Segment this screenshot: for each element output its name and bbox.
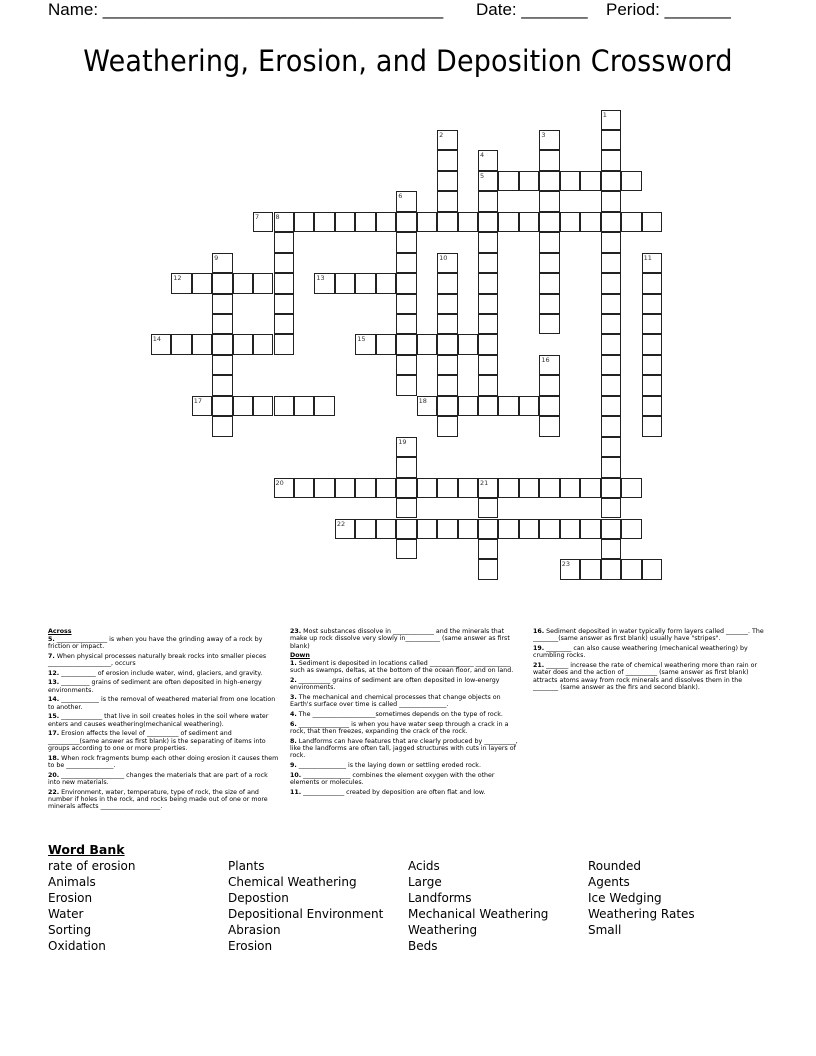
grid-cell[interactable] (478, 498, 498, 518)
grid-cell[interactable] (437, 273, 457, 293)
grid-cell[interactable] (396, 539, 416, 559)
grid-cell[interactable] (539, 212, 559, 232)
grid-cell[interactable] (171, 273, 191, 293)
grid-cell[interactable] (437, 253, 457, 273)
grid-cell[interactable] (601, 110, 621, 130)
grid-cell[interactable] (601, 416, 621, 436)
grid-cell[interactable] (355, 334, 375, 354)
grid-cell[interactable] (601, 437, 621, 457)
grid-cell[interactable] (580, 171, 600, 191)
grid-cell[interactable] (396, 375, 416, 395)
clue-number: 11 (643, 253, 652, 262)
grid-cell[interactable] (601, 375, 621, 395)
grid-cell[interactable] (355, 519, 375, 539)
grid-cell[interactable] (621, 519, 641, 539)
grid-cell[interactable] (601, 519, 621, 539)
clues-column-3 (533, 628, 767, 694)
grid-cell[interactable] (212, 334, 232, 354)
grid-cell[interactable] (437, 130, 457, 150)
grid-cell[interactable] (478, 334, 498, 354)
grid-cell[interactable] (478, 212, 498, 232)
grid-cell[interactable] (396, 498, 416, 518)
grid-cell[interactable] (539, 253, 559, 273)
grid-cell[interactable] (642, 355, 662, 375)
grid-cell[interactable] (580, 212, 600, 232)
clue-number: 16 (541, 355, 550, 364)
grid-cell[interactable] (233, 396, 253, 416)
word-bank-column-2 (228, 858, 408, 954)
grid-cell[interactable] (437, 171, 457, 191)
word-bank-item: Weathering Rates (588, 907, 695, 921)
grid-cell[interactable] (417, 396, 437, 416)
grid-cell[interactable] (601, 396, 621, 416)
clue-down-16: 16. Sediment deposited in water typically form layers called _______. The ________(same answer as first blank) usually have "stripes". (533, 628, 764, 643)
clue-down-19: 19. ________ can also cause weathering (mechanical weathering) by crumbling rocks. (533, 644, 748, 660)
clue-across-23: 23. Most substances dissolve in _____________ and the minerals that make up rock dissolve very slowly in___________ (same answer as first blank) (290, 628, 510, 650)
grid-cell[interactable] (580, 519, 600, 539)
clue-across-22: 22. Environment, water, temperature, type of rock, the size of and number if holes in the rock, and rocks being made out of one or more minerals affects ___________________. (48, 788, 268, 811)
word-bank-item: Beds (408, 939, 438, 953)
word-bank-title: Word Bank (48, 842, 125, 857)
grid-cell[interactable] (621, 559, 641, 579)
clue-across-12: 12. ___________ of erosion include water, wind, glaciers, and gravity. (48, 669, 263, 677)
name-field[interactable]: Name: ____________________________________ (48, 0, 444, 19)
grid-cell[interactable] (396, 457, 416, 477)
grid-cell[interactable] (478, 273, 498, 293)
grid-cell[interactable] (274, 314, 294, 334)
grid-cell[interactable] (642, 212, 662, 232)
grid-cell[interactable] (519, 478, 539, 498)
grid-cell[interactable] (621, 212, 641, 232)
grid-cell[interactable] (417, 212, 437, 232)
grid-cell[interactable] (478, 314, 498, 334)
word-bank-column-4 (588, 858, 768, 954)
grid-cell[interactable] (539, 355, 559, 375)
grid-cell[interactable] (437, 294, 457, 314)
grid-cell[interactable] (601, 130, 621, 150)
grid-cell[interactable] (396, 437, 416, 457)
clue-down-11: 11. _____________ created by deposition are often flat and low. (290, 788, 486, 796)
grid-cell[interactable] (601, 498, 621, 518)
grid-cell[interactable] (396, 478, 416, 498)
grid-cell[interactable] (478, 253, 498, 273)
clue-down-21: 21. _______ increase the rate of chemical weathering more than rain or water does and the action of __________ (same answer as first blank) attracts atoms away from rock minerals and dissolves them in the ________ (same answer as the firs and second blank). (533, 661, 758, 691)
grid-cell[interactable] (437, 519, 457, 539)
word-bank-item: Weathering (408, 923, 478, 937)
grid-cell[interactable] (253, 212, 273, 232)
grid-cell[interactable] (498, 478, 518, 498)
word-bank-item: Large (408, 875, 442, 889)
grid-cell[interactable] (601, 150, 621, 170)
grid-cell[interactable] (621, 478, 641, 498)
grid-cell[interactable] (212, 396, 232, 416)
grid-cell[interactable] (192, 334, 212, 354)
clue-down-8: 8. Landforms can have features that are clearly produced by __________, like the landforms are often tall, jagged structures with cuts in layers of rock. (290, 737, 518, 760)
grid-cell[interactable] (642, 273, 662, 293)
grid-cell[interactable] (539, 150, 559, 170)
word-bank-item: Acids (408, 859, 440, 873)
word-bank-column-1 (48, 858, 228, 954)
grid-cell[interactable] (437, 150, 457, 170)
grid-cell[interactable] (601, 355, 621, 375)
grid-cell[interactable] (396, 253, 416, 273)
grid-cell[interactable] (355, 273, 375, 293)
grid-cell[interactable] (560, 519, 580, 539)
grid-cell[interactable] (478, 191, 498, 211)
grid-cell[interactable] (560, 478, 580, 498)
grid-cell[interactable] (396, 314, 416, 334)
clue-number: 5 (480, 171, 485, 180)
clue-number: 12 (173, 274, 182, 283)
grid-cell[interactable] (539, 478, 559, 498)
grid-cell[interactable] (478, 559, 498, 579)
word-bank-item: Agents (588, 875, 630, 889)
clue-number: 13 (316, 274, 325, 283)
word-bank-item: Animals (48, 875, 96, 889)
clue-down-4: 4. The ____________________sometimes depends on the type of rock. (290, 711, 503, 719)
word-bank-item: Mechanical Weathering (408, 907, 549, 921)
grid-cell[interactable] (458, 212, 478, 232)
grid-cell[interactable] (539, 232, 559, 252)
grid-cell[interactable] (274, 478, 294, 498)
grid-cell[interactable] (294, 478, 314, 498)
clue-number: 22 (336, 519, 346, 528)
grid-cell[interactable] (212, 294, 232, 314)
grid-cell[interactable] (539, 171, 559, 191)
grid-cell[interactable] (212, 416, 232, 436)
word-bank-item: Depositional Environment (228, 907, 384, 921)
grid-cell[interactable] (274, 396, 294, 416)
down-heading: Down (290, 652, 310, 660)
grid-cell[interactable] (601, 294, 621, 314)
clues-column-1 (48, 628, 280, 813)
grid-cell[interactable] (437, 478, 457, 498)
grid-cell[interactable] (396, 232, 416, 252)
grid-cell[interactable] (601, 273, 621, 293)
grid-cell[interactable] (417, 478, 437, 498)
grid-cell[interactable] (417, 334, 437, 354)
clue-number: 21 (480, 478, 489, 487)
grid-cell[interactable] (335, 478, 355, 498)
grid-cell[interactable] (274, 294, 294, 314)
grid-cell[interactable] (580, 559, 600, 579)
grid-cell[interactable] (274, 273, 294, 293)
grid-cell[interactable] (335, 273, 355, 293)
word-bank-item: Water (48, 907, 84, 921)
word-bank-item: Depostion (228, 891, 289, 905)
grid-cell[interactable] (539, 396, 559, 416)
page-title: Weathering, Erosion, and Deposition Crossword (83, 44, 733, 78)
grid-cell[interactable] (519, 171, 539, 191)
grid-cell[interactable] (498, 519, 518, 539)
grid-cell[interactable] (212, 375, 232, 395)
grid-cell[interactable] (601, 171, 621, 191)
grid-cell[interactable] (376, 334, 396, 354)
clue-number: 10 (439, 253, 448, 262)
grid-cell[interactable] (396, 334, 416, 354)
grid-cell[interactable] (642, 396, 662, 416)
grid-cell[interactable] (539, 416, 559, 436)
clue-number: 19 (398, 437, 407, 446)
grid-cell[interactable] (314, 273, 334, 293)
word-bank-item: Sorting (48, 923, 92, 937)
grid-cell[interactable] (396, 212, 416, 232)
word-bank-item: Plants (228, 859, 265, 873)
grid-cell[interactable] (192, 273, 212, 293)
grid-cell[interactable] (642, 559, 662, 579)
grid-cell[interactable] (355, 212, 375, 232)
grid-cell[interactable] (376, 273, 396, 293)
grid-cell[interactable] (253, 334, 273, 354)
grid-cell[interactable] (437, 334, 457, 354)
grid-cell[interactable] (253, 273, 273, 293)
grid-cell[interactable] (294, 396, 314, 416)
clue-number: 20 (275, 478, 284, 487)
clue-across-18: 18. When rock fragments bump each other doing erosion it causes them to be _______________. (48, 754, 279, 769)
grid-cell[interactable] (376, 212, 396, 232)
across-heading: Across (48, 628, 72, 635)
grid-cell[interactable] (396, 191, 416, 211)
grid-cell[interactable] (642, 314, 662, 334)
grid-cell[interactable] (642, 253, 662, 273)
grid-cell[interactable] (498, 212, 518, 232)
grid-cell[interactable] (437, 375, 457, 395)
word-bank-item: Erosion (48, 891, 93, 905)
grid-cell[interactable] (560, 559, 580, 579)
word-bank-item: Landforms (408, 891, 472, 905)
grid-cell[interactable] (376, 519, 396, 539)
clue-number: 23 (561, 560, 571, 569)
clue-across-17: 17. Erosion affects the level of __________ of sediment and __________(same answer as first blank) is the separating of items into groups according to one or more properties. (48, 730, 266, 752)
clue-number: 3 (541, 130, 546, 139)
grid-cell[interactable] (335, 212, 355, 232)
grid-cell[interactable] (601, 539, 621, 559)
grid-cell[interactable] (355, 478, 375, 498)
grid-cell[interactable] (601, 212, 621, 232)
clue-down-3: 3. The mechanical and chemical processes that change objects on Earth's surface over time is called _______________. (290, 694, 501, 709)
grid-cell[interactable] (478, 519, 498, 539)
grid-cell[interactable] (601, 334, 621, 354)
clue-down-10: 10. _______________ combines the element oxygen with the other elements or molecules. (290, 771, 495, 786)
word-bank-item: Abrasion (228, 923, 281, 937)
grid-cell[interactable] (314, 212, 334, 232)
grid-cell[interactable] (601, 478, 621, 498)
grid-cell[interactable] (519, 519, 539, 539)
grid-cell[interactable] (151, 334, 171, 354)
grid-cell[interactable] (212, 253, 232, 273)
grid-cell[interactable] (621, 171, 641, 191)
clue-down-1: 1. Sediment is deposited in locations called ______________ ___________ such as swamps, deltas, at the bottom of the ocean floor, and on land. (290, 660, 514, 675)
clue-number: 4 (480, 151, 485, 160)
grid-cell[interactable] (642, 294, 662, 314)
grid-cell[interactable] (437, 396, 457, 416)
grid-cell[interactable] (478, 232, 498, 252)
clue-across-14: 14. ____________ is the removal of weathered material from one location to another. (48, 696, 276, 711)
grid-cell[interactable] (539, 314, 559, 334)
grid-cell[interactable] (314, 478, 334, 498)
clue-down-6: 6. ________________ is when you have water seep through a crack in a rock, that then freezes, expanding the crack of the rock. (290, 720, 509, 736)
grid-cell[interactable] (274, 212, 294, 232)
clue-across-5: 5. ________________ is when you have the grinding away of a rock by friction or impact. (48, 635, 263, 651)
clue-across-20: 20. ____________________ changes the materials that are part of a rock into new materials. (48, 771, 268, 786)
grid-cell[interactable] (560, 171, 580, 191)
word-bank-item: Chemical Weathering (228, 875, 357, 889)
grid-cell[interactable] (539, 519, 559, 539)
clue-number: 14 (152, 335, 162, 344)
grid-cell[interactable] (478, 171, 498, 191)
grid-cell[interactable] (478, 478, 498, 498)
word-bank-column-3 (408, 858, 588, 954)
clue-number: 15 (357, 335, 366, 344)
grid-cell[interactable] (478, 396, 498, 416)
grid-cell[interactable] (642, 334, 662, 354)
grid-cell[interactable] (396, 519, 416, 539)
word-bank-item: rate of erosion (48, 859, 136, 873)
grid-cell[interactable] (253, 396, 273, 416)
word-bank-item: Small (588, 923, 622, 937)
grid-cell[interactable] (233, 273, 253, 293)
grid-cell[interactable] (212, 355, 232, 375)
grid-cell[interactable] (519, 212, 539, 232)
grid-cell[interactable] (458, 478, 478, 498)
grid-cell[interactable] (314, 396, 334, 416)
grid-cell[interactable] (478, 150, 498, 170)
grid-cell[interactable] (560, 212, 580, 232)
grid-cell[interactable] (519, 396, 539, 416)
clue-number: 1 (602, 110, 607, 119)
clue-number: 2 (439, 130, 444, 139)
clue-across-15: 15. _____________ that live in soil creates holes in the soil where water enters and causes weathering(mechanical weathering). (48, 713, 269, 728)
grid-cell[interactable] (478, 294, 498, 314)
word-bank-item: Ice Wedging (588, 891, 662, 905)
clue-number: 8 (275, 212, 280, 221)
grid-cell[interactable] (539, 191, 559, 211)
grid-cell[interactable] (437, 355, 457, 375)
grid-cell[interactable] (335, 519, 355, 539)
grid-cell[interactable] (437, 416, 457, 436)
grid-cell[interactable] (601, 457, 621, 477)
grid-cell[interactable] (233, 334, 253, 354)
grid-cell[interactable] (539, 130, 559, 150)
clue-number: 18 (418, 396, 427, 405)
grid-cell[interactable] (212, 314, 232, 334)
grid-cell[interactable] (498, 396, 518, 416)
grid-cell[interactable] (539, 375, 559, 395)
grid-cell[interactable] (192, 396, 212, 416)
clues-column-2 (290, 628, 522, 798)
grid-cell[interactable] (171, 334, 191, 354)
clue-number: 9 (214, 253, 219, 262)
period-field[interactable]: Period: _______ (606, 0, 731, 19)
grid-cell[interactable] (580, 478, 600, 498)
grid-cell[interactable] (437, 314, 457, 334)
clue-across-7: 7. When physical processes naturally break rocks into smaller pieces ____________________, occurs (48, 652, 267, 668)
clue-down-2: 2. __________ grains of sediment are often deposited in low-energy environments. (290, 677, 500, 692)
grid-cell[interactable] (274, 232, 294, 252)
grid-cell[interactable] (478, 375, 498, 395)
grid-cell[interactable] (601, 191, 621, 211)
grid-cell[interactable] (396, 355, 416, 375)
grid-cell[interactable] (396, 273, 416, 293)
grid-cell[interactable] (498, 171, 518, 191)
grid-cell[interactable] (274, 253, 294, 273)
grid-cell[interactable] (601, 559, 621, 579)
grid-cell[interactable] (212, 273, 232, 293)
date-field[interactable]: Date: _______ (476, 0, 588, 19)
clue-number: 7 (255, 212, 260, 221)
grid-cell[interactable] (274, 334, 294, 354)
grid-cell[interactable] (539, 273, 559, 293)
grid-cell[interactable] (458, 519, 478, 539)
grid-cell[interactable] (458, 396, 478, 416)
word-bank-item: Erosion (228, 939, 273, 953)
word-bank-item: Rounded (588, 859, 641, 873)
grid-cell[interactable] (601, 253, 621, 273)
grid-cell[interactable] (601, 232, 621, 252)
grid-cell[interactable] (417, 519, 437, 539)
grid-cell[interactable] (437, 191, 457, 211)
grid-cell[interactable] (396, 294, 416, 314)
clue-down-9: 9. _______________ is the laying down or settling eroded rock. (290, 761, 481, 769)
grid-cell[interactable] (294, 212, 314, 232)
grid-cell[interactable] (376, 478, 396, 498)
clue-number: 17 (193, 396, 202, 405)
grid-cell[interactable] (478, 539, 498, 559)
clue-across-13: 13. _________ grains of sediment are often deposited in high-energy environments. (48, 679, 262, 694)
clue-number: 6 (398, 192, 403, 201)
grid-cell[interactable] (642, 416, 662, 436)
grid-cell[interactable] (458, 334, 478, 354)
grid-cell[interactable] (437, 212, 457, 232)
word-bank (48, 842, 768, 954)
grid-cell[interactable] (539, 294, 559, 314)
grid-cell[interactable] (478, 355, 498, 375)
grid-cell[interactable] (642, 375, 662, 395)
grid-cell[interactable] (601, 314, 621, 334)
word-bank-item: Oxidation (48, 939, 106, 953)
